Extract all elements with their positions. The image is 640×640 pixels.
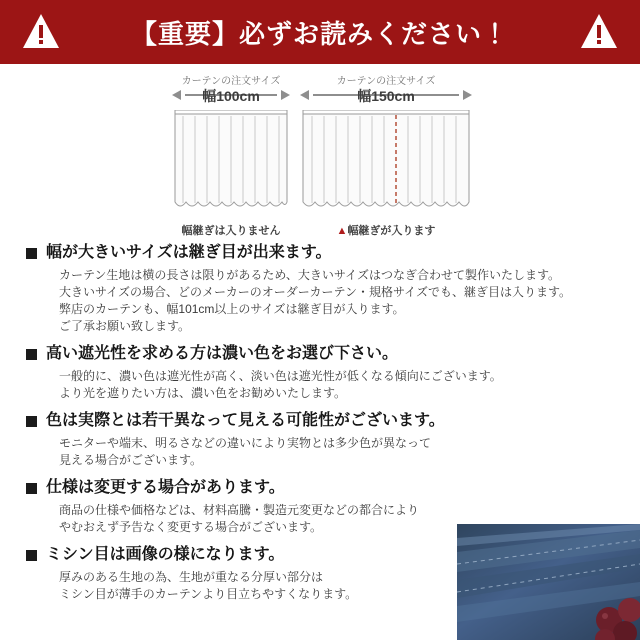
note-body-line: やむおえず予告なく変更する場合がございます。 [59, 520, 323, 534]
seam-note-100: 幅継ぎは入りません [181, 225, 281, 237]
note-body-line: カーテン生地は横の長さは限りがあるため、大きいサイズはつなぎ合わせて製作いたします。 [59, 268, 561, 282]
note-heading: ミシン目は画像の様になります。 [46, 546, 285, 563]
order-size-caption: カーテンの注文サイズ [181, 76, 281, 87]
note-heading-row [26, 243, 614, 263]
note-heading-row [26, 344, 614, 364]
important-notice-banner [0, 0, 640, 64]
arrow-right-icon [281, 90, 290, 100]
diagram-panel-150cm [300, 72, 472, 238]
note-body-line: より光を遮りたい方は、濃い色をお勧めいたします。 [59, 386, 347, 400]
note-body-line: 弊店のカーテンも、幅101cm以上のサイズは継ぎ目が入ります。 [59, 302, 405, 316]
diagram-panel-100cm [172, 72, 290, 238]
arrow-left-icon [172, 90, 181, 100]
order-width-label-100: 幅100cm [202, 88, 260, 104]
arrow-left-icon [300, 90, 309, 100]
arrow-right-icon [463, 90, 472, 100]
warning-triangle-icon [580, 13, 618, 49]
note-heading-row [26, 478, 614, 498]
note-body-line: 一般的に、濃い色は遮光性が高く、淡い色は遮光性が低くなる傾向にございます。 [59, 369, 502, 383]
seam-note-150 [300, 222, 472, 238]
note-heading: 仕様は変更する場合があります。 [46, 479, 285, 496]
note-body-line: ご了承お願い致します。 [59, 319, 191, 333]
bullet-square-icon [26, 248, 37, 259]
seam-note-150-text: 幅継ぎが入ります [347, 225, 436, 237]
note-heading: 幅が大きいサイズは継ぎ目が出来ます。 [46, 244, 332, 261]
note-body-line: 見える場合がございます。 [59, 453, 203, 467]
note-item-color-difference [26, 411, 614, 469]
order-width-label-150: 幅150cm [357, 88, 415, 104]
bullet-square-icon [26, 416, 37, 427]
curtain-width-diagram [0, 64, 640, 239]
note-body [59, 267, 614, 335]
note-heading-row [26, 411, 614, 431]
note-body-line: ミシン目が薄手のカーテンより目立ちやすくなります。 [59, 587, 358, 601]
note-item-blackout [26, 344, 614, 402]
note-item-width-seam [26, 243, 614, 335]
note-heading: 色は実際とは若干異なって見える可能性がございます。 [46, 412, 445, 429]
bullet-square-icon [26, 349, 37, 360]
bullet-square-icon [26, 483, 37, 494]
note-body-line: モニターや端末、明るさなどの違いにより実物とは多少色が異なって [59, 436, 432, 450]
bullet-square-icon [26, 550, 37, 561]
warning-triangle-icon [22, 13, 60, 49]
navy-curtain-fabric-photo [457, 524, 640, 640]
page-title: 【重要】必ずお読みください！ [130, 18, 509, 49]
note-body [59, 435, 614, 469]
note-body-line: 商品の仕様や価格などは、材料高騰・製造元変更などの都合により [59, 503, 420, 517]
note-body-line: 大きいサイズの場合、どのメーカーのオーダーカーテン・規格サイズでも、継ぎ目は入ります。 [59, 285, 572, 299]
seam-marker: ▲ [336, 225, 348, 237]
curtain-illustration-100 [172, 110, 290, 216]
note-heading: 高い遮光性を求める方は濃い色をお選び下さい。 [46, 345, 399, 362]
order-size-caption: カーテンの注文サイズ [336, 76, 436, 87]
note-body [59, 368, 614, 402]
note-body-line: 厚みのある生地の為、生地が重なる分厚い部分は [59, 570, 324, 584]
curtain-illustration-150 [300, 110, 472, 216]
